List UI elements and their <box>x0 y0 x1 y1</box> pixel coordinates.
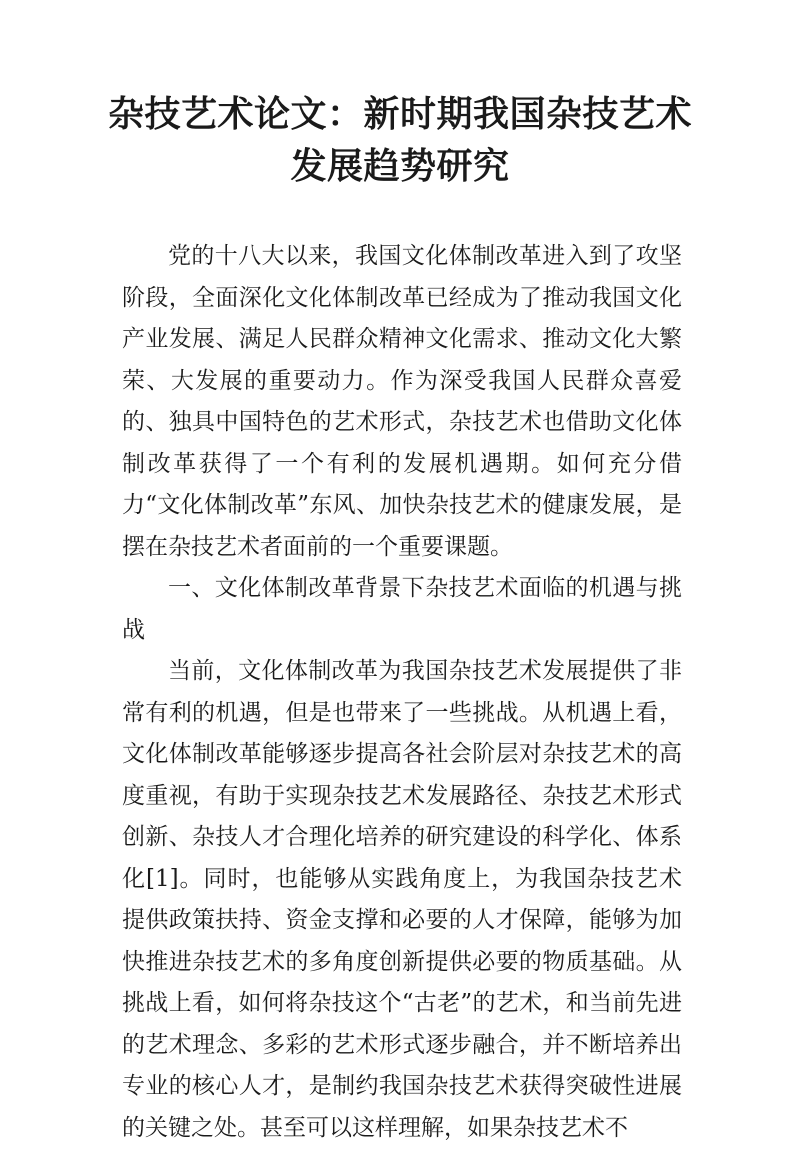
document-body <box>122 236 682 1149</box>
section-heading: 一、文化体制改革背景下杂技艺术面临的机遇与挑战 <box>122 575 682 643</box>
document-title: 杂技艺术论文：新时期我国杂技艺术发展趋势研究 <box>107 93 692 187</box>
paragraph-intro: 党的十八大以来，我国文化体制改革进入到了攻坚阶段，全面深化文化体制改革已经成为了推动我国文化产业发展、满足人民群众精神文化需求、推动文化大繁荣、大发展的重要动力。作为深受我国人民群众喜爱的、独具中国特色的艺术形式，杂技艺术也借助文化体制改革获得了一个有利的发展机遇期。如何充分借力“文化体制改革”东风、加快杂技艺术的健康发展，是摆在杂技艺术者面前的一个重要课题。 <box>122 243 682 560</box>
paragraph-opportunities: 当前，文化体制改革为我国杂技艺术发展提供了非常有利的机遇，但是也带来了一些挑战。从机遇上看，文化体制改革能够逐步提高各社会阶层对杂技艺术的高度重视，有助于实现杂技艺术发展路径、杂技艺术形式创新、杂技人才合理化培养的研究建设的科学化、体系化[1]。同时，也能够从实践角度上，为我国杂技艺术提供政策扶持、资金支撑和必要的人才保障，能够为加快推进杂技艺术的多角度创新提供必要的物质基础。从挑战上看，如何将杂技这个“古老”的艺术，和当前先进的艺术理念、多彩的艺术形式逐步融合，并不断培养出专业的核心人才，是制约我国杂技艺术获得突破性进展的关键之处。甚至可以这样理解，如果杂技艺术不 <box>122 658 682 1141</box>
